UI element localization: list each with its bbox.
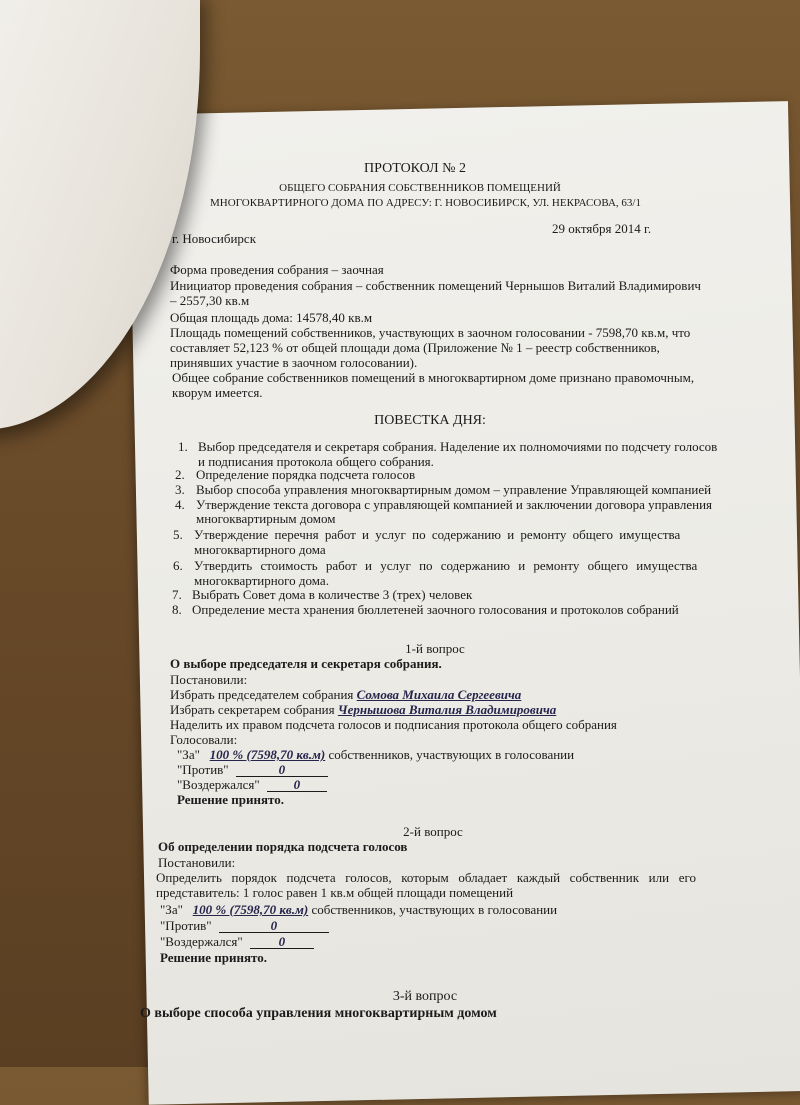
agenda-num-7: 7. [172,587,182,602]
q1-resolved: Постановили: [170,672,248,687]
q3-title: О выборе способа управления многоквартирным домом [140,1006,497,1021]
agenda-heading: ПОВЕСТКА ДНЯ: [374,413,486,428]
q2-for-line [160,903,557,916]
q1-chair-label: Избрать председателем собрания [170,687,354,702]
q1-abstain-label: "Воздержался" [177,777,260,792]
q1-for-suffix: собственников, участвующих в голосовании [328,747,575,762]
initiator-line-2: – 2557,30 кв.м [170,293,250,308]
q2-abstain-value: 0 [250,935,314,949]
q1-against-label: "Против" [177,762,229,777]
agenda-item-6-line-1: Утвердить стоимость работ и услуг по содержанию и ремонту общего имущества [194,558,698,573]
q2-against-label: "Против" [160,918,212,933]
q2-for-label: "За" [160,902,183,917]
q1-voted: Голосовали: [170,732,238,747]
agenda-item-4-line-1: Утверждение текста договора с управляющей компанией и заключении договора управления [196,497,713,512]
protocol-subtitle-2: МНОГОКВАРТИРНОГО ДОМА ПО АДРЕСУ: Г. НОВОСИБИРСК, УЛ. НЕКРАСОВА, 63/1 [210,197,641,209]
q1-for-label: "За" [177,747,200,762]
participants-line-3: принявших участие в заочном голосовании). [170,355,418,370]
protocol-title: ПРОТОКОЛ № 2 [364,161,466,176]
agenda-num-8: 8. [172,602,182,617]
q1-against-value: 0 [236,763,328,777]
q2-against-line [160,919,329,933]
q2-title: Об определении порядка подсчета голосов [158,839,408,854]
agenda-num-6: 6. [173,558,183,573]
agenda-item-5-line-1: Утверждение перечня работ и услуг по содержанию и ремонту общего имущества [194,527,681,542]
q2-text-line-1: Определить порядок подсчета голосов, которым обладает каждый собственник или его [156,871,696,885]
agenda-item-4-line-2: многоквартирным домом [196,511,336,526]
q1-abstain-line [177,778,327,792]
agenda-item-5-line-2: многоквартирного дома [194,542,326,557]
agenda-num-3: 3. [175,482,185,497]
q1-title: О выборе председателя и секретаря собрания. [170,656,442,671]
q3-number: 3-й вопрос [392,989,458,1004]
q2-number: 2-й вопрос [403,824,463,839]
q2-abstain-line [160,935,314,949]
q2-for-value: 100 % (7598,70 кв.м) [192,902,309,917]
q1-against-line [177,763,328,777]
q1-secretary-name: Чернышова Виталия Владимировича [337,702,557,717]
protocol-city: г. Новосибирск [172,231,257,246]
q1-chair-name: Сомова Михаила Сергеевича [356,687,522,702]
q2-decision: Решение принято. [160,950,267,965]
q1-for-value: 100 % (7598,70 кв.м) [209,747,326,762]
agenda-item-1-line-2: и подписания протокола общего собрания. [198,454,434,469]
agenda-item-7-line-1: Выбрать Совет дома в количестве 3 (трех) человек [192,587,473,602]
q2-abstain-label: "Воздержался" [160,934,243,949]
q2-for-suffix: собственников, участвующих в голосовании [311,902,558,917]
q1-chair-line [170,688,521,701]
agenda-item-6-line-2: многоквартирного дома. [194,573,329,588]
q1-number: 1-й вопрос [405,641,465,656]
quorum-line-1: Общее собрание собственников помещений в многоквартирном доме признано правомочным, [172,370,695,385]
agenda-num-1: 1. [178,439,188,454]
agenda-item-8-line-1: Определение места хранения бюллетеней заочного голосования и протоколов собраний [192,602,679,617]
meeting-form: Форма проведения собрания – заочная [170,262,384,277]
agenda-item-2-line-1: Определение порядка подсчета голосов [196,467,416,482]
q1-abstain-value: 0 [267,778,327,792]
protocol-subtitle-1: ОБЩЕГО СОБРАНИЯ СОБСТВЕННИКОВ ПОМЕЩЕНИЙ [279,182,561,194]
participants-line-1: Площадь помещений собственников, участвующих в заочном голосовании - 7598,70 кв.м, что [170,325,691,340]
q2-against-value: 0 [219,919,329,933]
initiator-line-1: Инициатор проведения собрания – собственник помещений Чернышов Виталий Владимирович [170,278,701,293]
q1-secretary-line [170,703,556,716]
agenda-item-3-line-1: Выбор способа управления многоквартирным домом – управление Управляющей компанией [196,482,712,497]
agenda-item-1-line-1: Выбор председателя и секретаря собрания. Наделение их полномочиями по подсчету голосов [198,439,718,454]
agenda-num-5: 5. [173,527,183,542]
q1-decision: Решение принято. [177,792,284,807]
q2-resolved: Постановили: [158,855,236,870]
total-area: Общая площадь дома: 14578,40 кв.м [170,310,373,325]
q1-powers: Наделить их правом подсчета голосов и подписания протокола общего собрания [170,717,617,732]
agenda-num-4: 4. [175,497,185,512]
q1-secretary-label: Избрать секретарем собрания [170,702,335,717]
agenda-num-2: 2. [175,467,185,482]
q1-for-line [177,748,574,761]
q2-text-line-2: представитель: 1 голос равен 1 кв.м общей площади помещений [156,885,514,900]
participants-line-2: составляет 52,123 % от общей площади дома (Приложение № 1 – реестр собственников, [170,340,660,355]
protocol-date: 29 октября 2014 г. [552,221,652,236]
quorum-line-2: кворум имеется. [172,385,263,400]
